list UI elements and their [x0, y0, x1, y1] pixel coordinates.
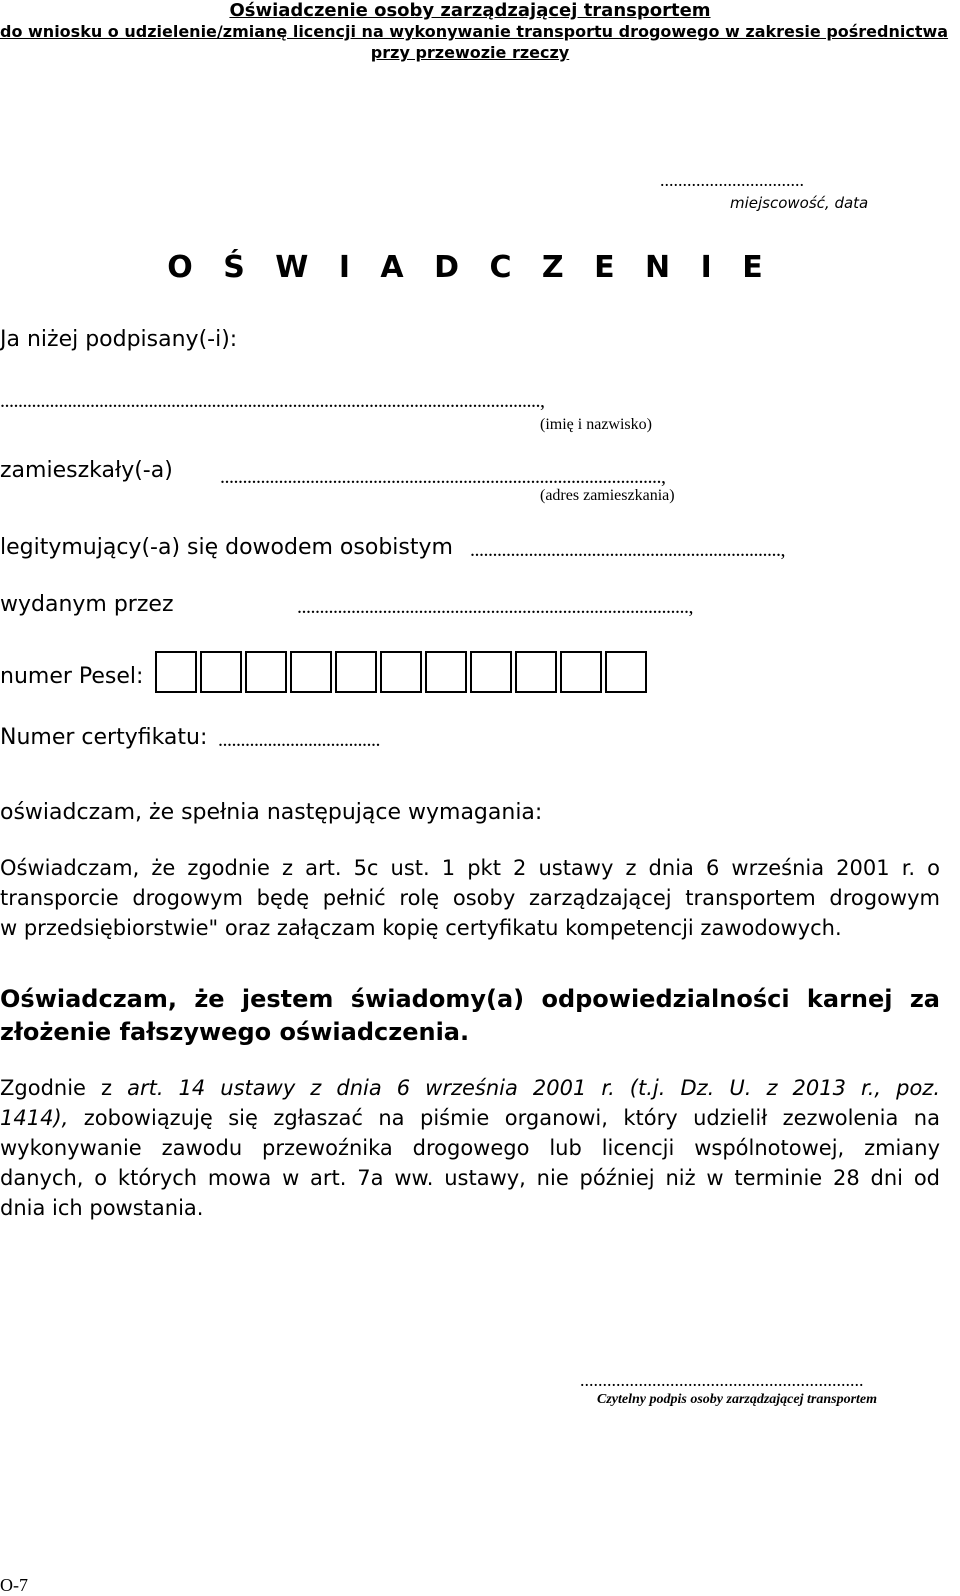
obligation-paragraph: [0, 1073, 940, 1223]
signature-caption: Czytelny podpis osoby zarządzającej transportem: [597, 1392, 878, 1407]
pesel-digit-box[interactable]: [335, 651, 377, 693]
pesel-digit-box[interactable]: [380, 651, 422, 693]
issued-by-label: wydanym przez: [0, 592, 174, 617]
requirements-paragraph: [0, 853, 940, 943]
pesel-digit-box[interactable]: [290, 651, 332, 693]
issued-by-field[interactable]: .......................................................................................,: [297, 596, 693, 618]
paragraph-text: zobowiązuję się zgłaszać na piśmie organowi, który udzielił zezwolenia na: [68, 1106, 940, 1130]
header-subtitle: do wniosku o udzielenie/zmianę licencji na wykonywanie transportu drogowego w zakresie pośrednictwa: [0, 22, 949, 41]
id-card-label: legitymujący(-a) się dowodem osobistym: [0, 535, 453, 560]
paragraph-line: w przedsiębiorstwie" oraz załączam kopię certyfikatu kompetencji zawodowych.: [0, 916, 842, 940]
paragraph-line: Oświadczam, że jestem świadomy(a) odpowiedzialności karnej za: [0, 985, 940, 1013]
paragraph-line: dnia ich powstania.: [0, 1196, 204, 1220]
form-code: O-7: [0, 1575, 28, 1595]
pesel-digit-box[interactable]: [245, 651, 287, 693]
pesel-digit-box[interactable]: [470, 651, 512, 693]
place-date-caption: miejscowość, data: [730, 194, 869, 212]
certificate-label: Numer certyfikatu:: [0, 725, 208, 750]
place-date-dots: ................................: [660, 170, 804, 190]
header-subtitle-continued: przy przewozie rzeczy: [370, 43, 570, 62]
address-label: zamieszkały(-a): [0, 458, 173, 483]
paragraph-line: Oświadczam, że zgodnie z art. 5c ust. 1 pkt 2 ustawy z dnia 6 września 2001 r. o: [0, 856, 940, 880]
name-field[interactable]: ........................................................................................................................,: [0, 390, 545, 412]
pesel-boxes: [155, 651, 647, 693]
pesel-digit-box[interactable]: [155, 651, 197, 693]
certificate-field[interactable]: ....................................: [218, 729, 380, 751]
pesel-digit-box[interactable]: [515, 651, 557, 693]
paragraph-text: Zgodnie z: [0, 1076, 128, 1100]
header-title: Oświadczenie osoby zarządzającej transportem: [229, 0, 711, 21]
name-caption: (imię i nazwisko): [540, 416, 652, 433]
pesel-label: numer Pesel:: [0, 664, 144, 689]
pesel-digit-box[interactable]: [200, 651, 242, 693]
paragraph-line: danych, o których mowa w art. 7a ww. ustawy, nie później niż w terminie 28 dni od: [0, 1166, 940, 1190]
pesel-digit-box[interactable]: [425, 651, 467, 693]
document-title: O Ś W I A D C Z E N I E: [167, 250, 773, 285]
undersigned-label: Ja niżej podpisany(-i):: [0, 327, 238, 352]
address-caption: (adres zamieszkania): [540, 487, 675, 504]
liability-statement: [0, 983, 940, 1049]
address-field[interactable]: ..................................................................................................,: [220, 466, 666, 488]
paragraph-line: [0, 1073, 940, 1103]
intro-text: oświadczam, że spełnia następujące wymagania:: [0, 800, 543, 825]
pesel-digit-box[interactable]: [560, 651, 602, 693]
pesel-digit-box[interactable]: [605, 651, 647, 693]
paragraph-line: złożenie fałszywego oświadczenia.: [0, 1018, 470, 1046]
legal-reference: art. 14 ustawy z dnia 6 września 2001 r. (t.j. Dz. U. z 2013 r., poz.: [127, 1076, 940, 1100]
id-card-field[interactable]: .....................................................................,: [470, 539, 785, 561]
paragraph-line: [0, 1103, 940, 1133]
paragraph-line: transporcie drogowym będę pełnić rolę osoby zarządzającej transportem drogowym: [0, 886, 940, 910]
legal-reference: 1414),: [0, 1106, 69, 1130]
paragraph-line: wykonywanie zawodu przewoźnika drogowego lub licencji wspólnotowej, zmiany: [0, 1136, 940, 1160]
signature-field[interactable]: ...............................................................: [580, 1370, 864, 1390]
